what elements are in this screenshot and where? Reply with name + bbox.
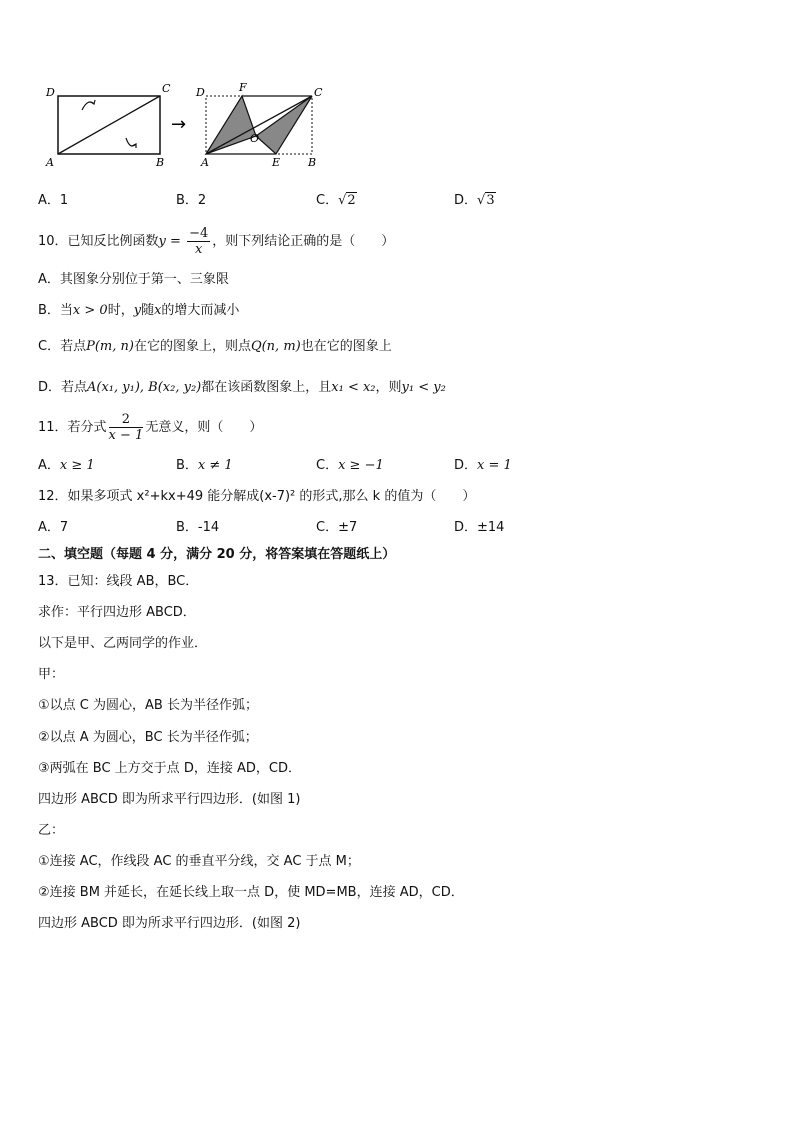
q9-option-d — [454, 192, 496, 210]
q11-b-math: x ≠ 1 — [197, 458, 233, 473]
q13-line-5: ①以点 C 为圆心，AB 长为半径作弧； — [38, 698, 258, 713]
q9-option-a: A．1 — [38, 193, 69, 208]
q10-c-point-p: P(m, n) — [86, 339, 134, 354]
q10-b-math: x > 0 — [72, 303, 108, 318]
q12-option-a: A．7 — [38, 520, 69, 535]
folding-rectangle-figure — [38, 80, 338, 175]
q11-option-b — [176, 457, 233, 475]
label-left-b: B — [156, 156, 165, 169]
q10-c-mid: 在它的图象上，则点 — [133, 339, 251, 354]
label-right-e: E — [272, 156, 281, 169]
q11-fraction — [109, 412, 144, 443]
q9-option-d-radicand: 3 — [486, 193, 495, 208]
q10-d-mid: 都在该函数图象上，且 — [201, 380, 332, 395]
q9-option-b: B．2 — [176, 193, 207, 208]
q11-option-c — [316, 457, 384, 475]
q9-option-c-radicand: 2 — [347, 193, 356, 208]
q11-d-math: x = 1 — [477, 458, 512, 473]
label-right-a: A — [201, 156, 209, 169]
q10-option-c — [38, 338, 392, 356]
q13-line-6: ②以点 A 为圆心，BC 长为半径作弧； — [38, 730, 258, 745]
label-right-c: C — [314, 86, 323, 99]
q10-b-mid2: 随 — [141, 303, 155, 318]
q13-line-12: 四边形 ABCD 即为所求平行四边形．(如图 2) — [38, 916, 301, 931]
q9-option-d-label: D． — [454, 193, 478, 208]
q10-stem — [38, 226, 394, 257]
label-left-a: A — [46, 156, 54, 169]
q10-option-d — [38, 379, 446, 397]
q13-line-9: 乙： — [38, 823, 65, 838]
q10-y: y — [158, 234, 166, 249]
q11-option-a — [38, 457, 95, 475]
q10-option-b — [38, 302, 239, 320]
section-heading-fill-in: 二、填空题（每题 4 分，满分 20 分，将答案填在答题纸上） — [38, 547, 396, 562]
q10-c-point-q: Q(n, m) — [250, 339, 301, 354]
q11-suffix: 无意义，则（ ） — [145, 420, 263, 435]
q11-numerator: 2 — [109, 412, 144, 428]
left-rectangle-diagram — [45, 82, 171, 169]
q11-a-label: A． — [38, 458, 60, 473]
q10-denominator: x — [194, 242, 203, 257]
q10-d-mid2: ，则 — [375, 380, 402, 395]
q10-d-condition: x₁ < x₂ — [331, 380, 376, 395]
q10-d-pre: D．若点 — [38, 380, 88, 395]
q12-option-b: B．-14 — [176, 520, 220, 535]
q13-line-3: 以下是甲、乙两同学的作业． — [38, 636, 208, 651]
label-left-c: C — [162, 82, 171, 95]
label-right-o: O — [250, 132, 260, 145]
q9-option-c-sqrt: √2 — [338, 193, 356, 208]
q12-stem: 12．如果多项式 x²+kx+49 能分解成(x-7)² 的形式,那么 k 的值为（ ） — [38, 489, 476, 504]
q11-prefix: 11．若分式 — [38, 420, 107, 435]
q10-option-a: A．其图象分别位于第一、三象限 — [38, 272, 229, 287]
q10-d-points: A(x₁, y₁), B(x₂, y₂) — [87, 380, 202, 395]
q10-fraction — [187, 226, 210, 257]
q13-line-11: ②连接 BM 并延长，在延长线上取一点 D，使 MD=MB，连接 AD，CD． — [38, 885, 464, 900]
label-right-d: D — [196, 86, 205, 99]
q10-c-pre: C．若点 — [38, 339, 87, 354]
q10-eq: = — [165, 234, 186, 249]
q11-option-d — [454, 457, 512, 475]
q11-stem — [38, 412, 262, 443]
q10-b-pre: B．当 — [38, 303, 73, 318]
q10-c-suffix: 也在它的图象上 — [300, 339, 392, 354]
q9-option-d-sqrt: √3 — [477, 193, 495, 208]
q13-line-1: 13．已知：线段 AB，BC． — [38, 574, 199, 589]
q10-prefix: 10．已知反比例函数 — [38, 234, 159, 249]
q10-b-y: y — [133, 303, 142, 318]
q12-option-d: D．±14 — [454, 520, 505, 535]
label-left-d: D — [46, 86, 55, 99]
q11-b-label: B． — [176, 458, 198, 473]
q11-c-label: C． — [316, 458, 339, 473]
q10-d-result: y₁ < y₂ — [401, 380, 446, 395]
q11-denominator: x − 1 — [108, 428, 144, 443]
q11-d-label: D． — [454, 458, 478, 473]
q10-b-suffix: 的增大而减小 — [161, 303, 240, 318]
q13-line-7: ③两弧在 BC 上方交于点 D，连接 AD，CD． — [38, 761, 301, 776]
q9-option-c-label: C． — [316, 193, 339, 208]
label-right-f: F — [239, 81, 247, 94]
q13-line-10: ①连接 AC，作线段 AC 的垂直平分线，交 AC 于点 M； — [38, 854, 360, 869]
q10-numerator: −4 — [189, 226, 209, 241]
q10-suffix: ，则下列结论正确的是（ ） — [212, 234, 395, 249]
q13-line-4: 甲： — [38, 667, 65, 682]
q13-line-2: 求作：平行四边形 ABCD． — [38, 605, 196, 620]
q11-a-math: x ≥ 1 — [59, 458, 95, 473]
q10-b-mid: 时， — [107, 303, 134, 318]
label-right-b: B — [308, 156, 317, 169]
q12-option-c: C．±7 — [316, 520, 358, 535]
q9-option-c — [316, 192, 357, 210]
transform-arrow: → — [171, 114, 187, 135]
q11-c-math: x ≥ −1 — [338, 458, 384, 473]
q13-line-8: 四边形 ABCD 即为所求平行四边形．(如图 1) — [38, 792, 301, 807]
right-rectangle-diagram — [195, 81, 323, 169]
q10-b-x: x — [154, 303, 162, 318]
